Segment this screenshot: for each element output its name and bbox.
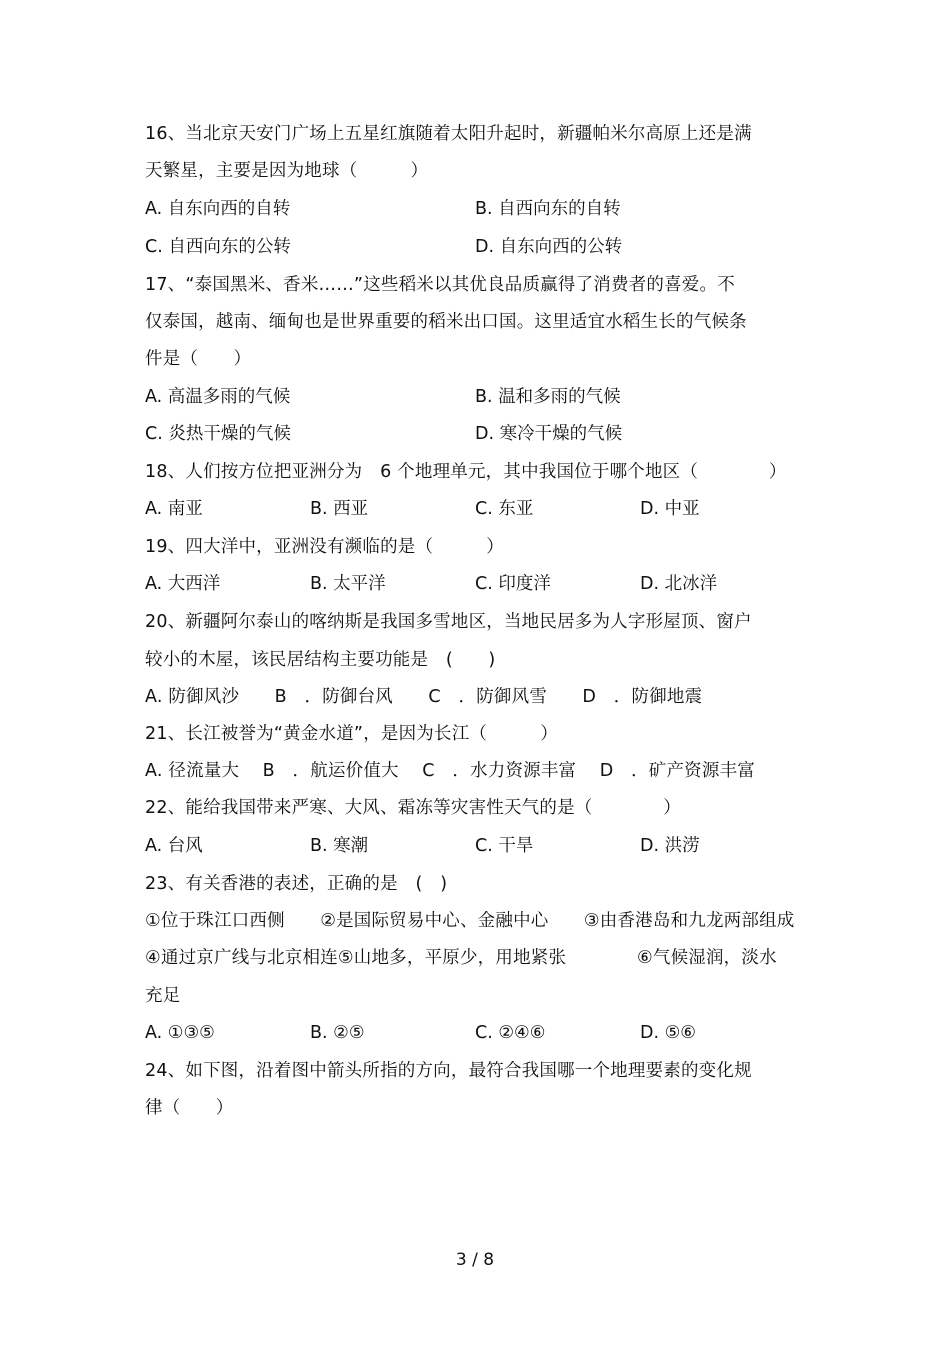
q17-option-c: C. 炎热干燥的气候 (145, 424, 291, 444)
q16-option-b: B. 自西向东的自转 (475, 199, 621, 219)
q17-option-a: A. 高温多雨的气候 (145, 387, 291, 407)
q16-stem-line1: 16、当北京天安门广场上五星红旗随着太阳升起时，新疆帕米尔高原上还是满 (145, 124, 752, 144)
q22-option-a: A. 台风 (145, 836, 203, 856)
q22-stem-line1: 22、能给我国带来严寒、大风、霜冻等灾害性天气的是（ ） (145, 798, 681, 818)
q19-option-b: B. 太平洋 (310, 574, 386, 594)
q17-stem-line1: 17、“泰国黑米、香米……”这些稻米以其优良品质赢得了消费者的喜爱。不 (145, 275, 735, 295)
q19-option-c: C. 印度洋 (475, 574, 551, 594)
q17-stem-line3: 件是（ ） (145, 349, 252, 369)
q18-option-a: A. 南亚 (145, 499, 203, 519)
q16-option-d: D. 自东向西的公转 (475, 237, 623, 257)
q16-option-c: C. 自西向东的公转 (145, 237, 291, 257)
q23-option-d: D. ⑤⑥ (640, 1023, 696, 1043)
q19-option-a: A. 大西洋 (145, 574, 221, 594)
q24-stem-line2: 律（ ） (145, 1098, 234, 1118)
q17-option-d: D. 寒冷干燥的气候 (475, 424, 623, 444)
q18-option-d: D. 中亚 (640, 499, 700, 519)
q20-stem-line1: 20、新疆阿尔泰山的喀纳斯是我国多雪地区，当地民居多为人字形屋顶、窗户 (145, 612, 752, 632)
q23-statements-line2: ④通过京广线与北京相连⑤山地多，平原少，用地紧张 ⑥气候湿润，淡水 (145, 948, 777, 968)
q22-option-b: B. 寒潮 (310, 836, 369, 856)
q21-stem-line1: 21、长江被誉为“黄金水道”，是因为长江（ ） (145, 724, 558, 744)
q22-option-c: C. 干旱 (475, 836, 534, 856)
q23-option-b: B. ②⑤ (310, 1023, 365, 1043)
q20-options: A. 防御风沙 B ．防御台风 C ．防御风雪 D ．防御地震 (145, 687, 703, 707)
q19-option-d: D. 北冰洋 (640, 574, 718, 594)
q20-stem-line2: 较小的木屋，该民居结构主要功能是 ( ) (145, 650, 496, 670)
q17-stem-line2: 仅泰国，越南、缅甸也是世界重要的稻米出口国。这里适宜水稻生长的气候条 (145, 312, 747, 332)
q19-stem-line1: 19、四大洋中，亚洲没有濒临的是（ ） (145, 537, 504, 557)
q22-option-d: D. 洪涝 (640, 836, 700, 856)
q18-stem-line1: 18、人们按方位把亚洲分为 6 个地理单元，其中我国位于哪个地区（ ） (145, 462, 787, 482)
q23-statements-line1: ①位于珠江口西侧 ②是国际贸易中心、金融中心 ③由香港岛和九龙两部组成 (145, 911, 795, 931)
q23-stem-line1: 23、有关香港的表述，正确的是 ( ) (145, 874, 448, 894)
q21-options: A. 径流量大 B ．航运价值大 C ．水力资源丰富 D ．矿产资源丰富 (145, 761, 755, 781)
q23-option-a: A. ①③⑤ (145, 1023, 215, 1043)
q24-stem-line1: 24、如下图，沿着图中箭头所指的方向，最符合我国哪一个地理要素的变化规 (145, 1061, 752, 1081)
q23-statements-line3: 充足 (145, 986, 181, 1006)
q16-option-a: A. 自东向西的自转 (145, 199, 291, 219)
q17-option-b: B. 温和多雨的气候 (475, 387, 621, 407)
page-number: 3 / 8 (455, 1250, 495, 1270)
q23-option-c: C. ②④⑥ (475, 1023, 546, 1043)
q16-stem-line2: 天繁星，主要是因为地球（ ） (145, 161, 429, 181)
q18-option-c: C. 东亚 (475, 499, 534, 519)
q18-option-b: B. 西亚 (310, 499, 369, 519)
